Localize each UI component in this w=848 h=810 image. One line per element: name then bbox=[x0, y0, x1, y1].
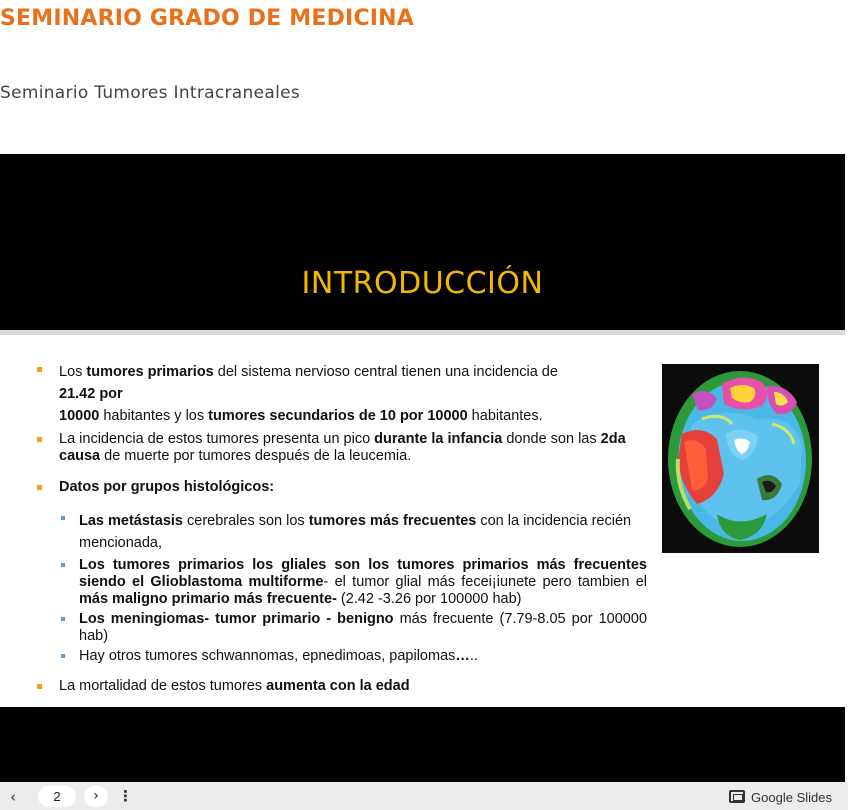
slide bbox=[0, 231, 845, 707]
bullet-histology: Datos por grupos histológicos: bbox=[37, 479, 647, 496]
slide-title: INTRODUCCIÓN bbox=[301, 266, 544, 301]
more-vertical-icon[interactable]: ⋮ bbox=[118, 787, 133, 805]
bullet-mortality: La mortalidad de estos tumores aumenta con la edad bbox=[37, 678, 647, 695]
google-slides-label: Google Slides bbox=[751, 790, 832, 805]
slides-viewer[interactable] bbox=[0, 154, 845, 782]
slide-content bbox=[37, 361, 647, 699]
bullet-incidence: Los tumores primarios del sistema nervioso central tienen una incidencia de 21.42 por 10000 habitantes y los tumores secundarios de 10 por 10000 habitantes. bbox=[37, 361, 647, 427]
sub-bullet-meningiomas: Los meningiomas- tumor primario - benigno más frecuente (7.79-8.05 por 100000 hab) bbox=[37, 611, 647, 645]
page-subtitle: Seminario Tumores Intracraneales bbox=[0, 83, 301, 103]
page-title: SEMINARIO GRADO DE MEDICINA bbox=[0, 6, 415, 31]
bullet-childhood: La incidencia de estos tumores presenta un pico durante la infancia donde son las 2da causa de muerte por tumores después de la leucemia. bbox=[37, 431, 647, 465]
slide-header bbox=[0, 231, 845, 330]
page-number[interactable]: 2 bbox=[38, 786, 76, 807]
sub-bullet-metastasis: Las metástasis cerebrales son los tumores más frecuentes con la incidencia recién mencionada, bbox=[37, 510, 647, 554]
sub-bullet-otros: Hay otros tumores schwannomas, epnedimoas, papilomas….. bbox=[37, 648, 647, 665]
google-slides-link[interactable] bbox=[729, 789, 832, 805]
brain-scan-image bbox=[662, 364, 819, 553]
slides-icon bbox=[729, 790, 745, 803]
sub-bullet-gliales: Los tumores primarios los gliales son los tumores primarios más frecuentes siendo el Glioblastoma multiforme- el tumor glial más fecei¡iunete pero tambien el más maligno primario más frecuente- (2.42 -3.26 por 100000 hab) bbox=[37, 557, 647, 608]
chevron-right-icon[interactable]: › bbox=[84, 786, 108, 807]
slide-header-divider bbox=[0, 330, 845, 335]
slides-toolbar bbox=[0, 782, 848, 810]
chevron-left-icon[interactable]: ‹ bbox=[10, 788, 16, 806]
